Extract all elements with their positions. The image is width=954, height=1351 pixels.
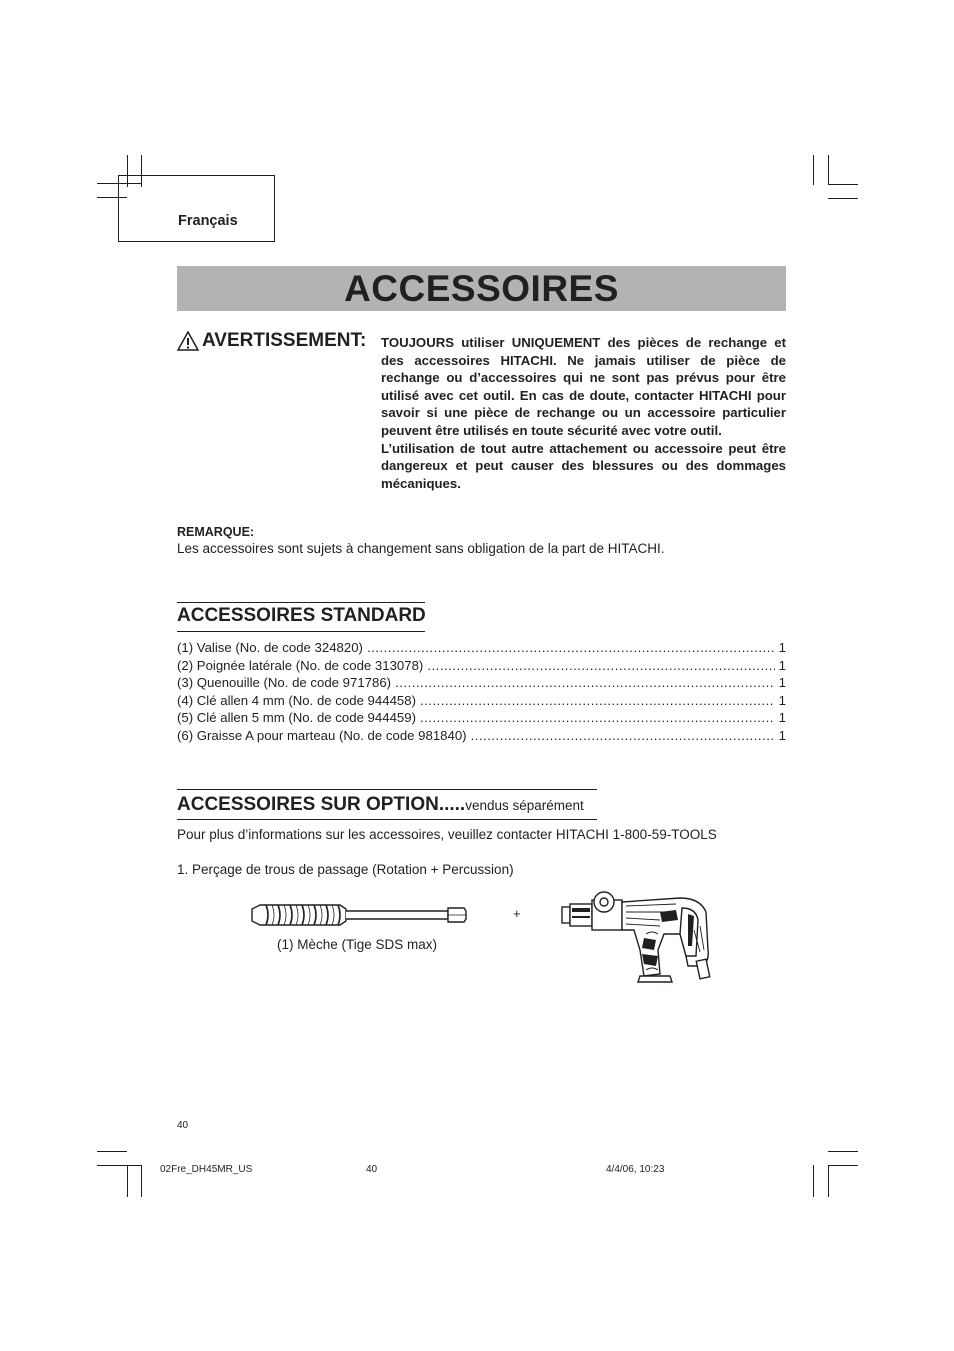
optional-item-1: 1. Perçage de trous de passage (Rotation + Percussion) [177,862,514,877]
crop-mark [828,1165,829,1197]
optional-heading-suffix: vendus séparément [465,798,584,813]
warning-heading [177,330,366,352]
dot-leader [420,710,775,725]
optional-heading-main: ACCESSOIRES SUR OPTION..... [177,794,466,815]
section-rule [177,631,425,632]
dot-leader [395,675,775,690]
slug-timestamp: 4/4/06, 10:23 [606,1164,665,1175]
standard-accessories-heading: ACCESSOIRES STANDARD [177,605,426,626]
item-qty: 1 [778,657,786,673]
bit-caption: (1) Mèche (Tige SDS max) [277,937,438,952]
page-title: ACCESSOIRES [344,267,619,309]
item-qty: 1 [778,692,786,708]
note-text: Les accessoires sont sujets à changement sans obligation de la part de HITACHI. [177,541,665,556]
crop-mark [828,1151,858,1152]
contact-info: Pour plus d’informations sur les accessoires, veuillez contacter HITACHI 1-800-59-TOOLS [177,827,717,842]
list-item [177,710,786,728]
crop-mark [97,1151,127,1152]
dot-leader [367,640,775,655]
crop-mark [828,1165,858,1166]
page-title-bar [177,266,786,311]
crop-mark [828,198,858,199]
item-qty: 1 [778,727,786,743]
list-item [177,675,786,693]
item-qty: 1 [778,710,786,726]
list-item [177,728,786,746]
dot-leader [471,728,775,743]
standard-accessories-list [177,640,786,746]
item-label: (3) Quenouille (No. de code 971786) [177,675,392,691]
section-rule [177,819,597,820]
item-label: (1) Valise (No. de code 324820) [177,640,363,655]
dot-leader [427,658,774,673]
page-number: 40 [177,1120,189,1131]
crop-mark [828,184,858,185]
note-title: REMARQUE: [177,525,255,539]
list-item [177,693,786,711]
language-label: Français [178,213,238,229]
item-label: (4) Clé allen 4 mm (No. de code 944458) [177,692,416,708]
slug-file-name: 02Fre_DH45MR_US [160,1164,253,1175]
item-label: (2) Poignée latérale (No. de code 313078) [177,657,424,673]
crop-mark [813,1165,814,1197]
section-rule [177,602,425,603]
warning-paragraph-2: L’utilisation de tout autre attachement ou accessoire peut être dangereux et peut causer des blessures ou des dommages mécaniques. [381,440,786,491]
warning-triangle-icon [177,331,199,351]
crop-mark [127,1165,128,1197]
warning-text [381,334,786,492]
list-item [177,640,786,658]
crop-mark [141,1165,142,1197]
warning-label: AVERTISSEMENT: [202,330,367,351]
language-tab-box [118,175,275,242]
warning-paragraph-1: TOUJOURS utiliser UNIQUEMENT des pièces de rechange et des accessoires HITACHI. Ne jamais utiliser de pièce de rechange ou d’accessoires qui ne sont pas prévus pour être utilisé avec cet outil. En cas de doute, contacter HITACHI pour savoir si une pièce de rechange ou un accessoire particulier peuvent être utilisés en toute sécurité avec votre outil. [381,335,786,438]
crop-mark [828,155,829,185]
item-qty: 1 [778,675,786,691]
crop-mark [813,155,814,185]
list-item [177,658,786,676]
slug-page-number: 40 [366,1164,378,1175]
item-label: (5) Clé allen 5 mm (No. de code 944459) [177,710,416,726]
crop-mark [97,1165,142,1166]
item-qty: 1 [778,640,786,655]
plus-sign: + [513,906,521,921]
rotary-hammer-illustration [560,890,720,985]
dot-leader [420,693,775,708]
section-rule [177,789,597,790]
optional-accessories-heading [177,794,584,816]
item-label: (6) Graisse A pour marteau (No. de code 981840) [177,727,467,743]
sds-max-bit-illustration [248,900,470,930]
